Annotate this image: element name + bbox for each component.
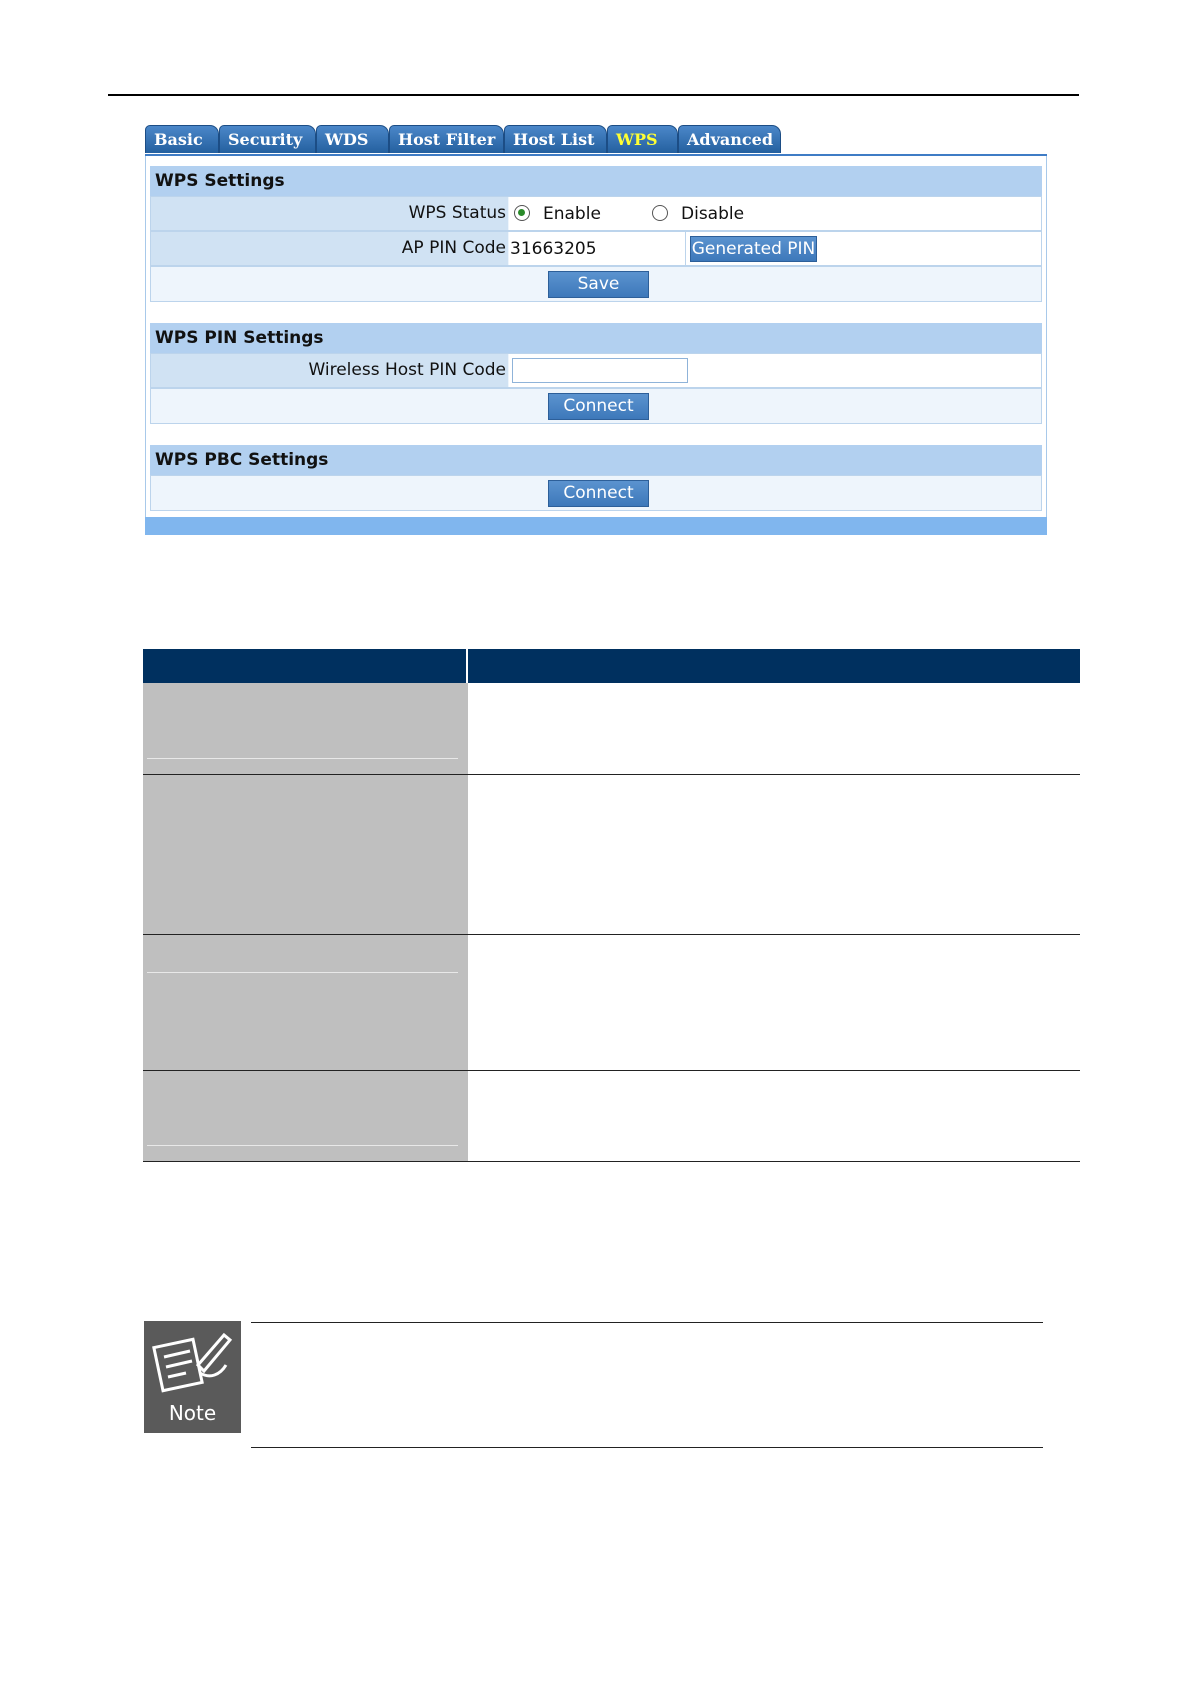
cell-subline xyxy=(147,972,458,973)
note-bottom-rule xyxy=(251,1447,1043,1448)
save-button[interactable]: Save xyxy=(548,271,649,298)
wps-settings-header: WPS Settings xyxy=(150,166,1042,196)
pbc-connect-row xyxy=(150,475,1042,511)
note-label: Note xyxy=(168,1401,217,1425)
ap-pin-value: 31663205 xyxy=(510,239,597,259)
table-row xyxy=(143,775,1080,935)
note-icon xyxy=(144,1321,241,1433)
pbc-connect-button[interactable]: Connect xyxy=(548,480,649,507)
panel-footer-bar xyxy=(145,517,1047,535)
tab-host-filter[interactable]: Host Filter xyxy=(389,125,504,153)
wps-status-row xyxy=(150,196,1042,231)
cell-subline xyxy=(147,758,458,759)
table-row-label-cell xyxy=(143,775,468,934)
wps-enable-label: Enable xyxy=(543,204,601,224)
description-table-header xyxy=(143,649,1080,683)
save-row xyxy=(150,266,1042,302)
tab-basic[interactable]: Basic xyxy=(145,125,219,153)
page-top-rule xyxy=(108,94,1079,96)
host-pin-value-cell xyxy=(509,354,1041,387)
ap-pin-value-cell xyxy=(509,232,1041,265)
wps-status-label: WPS Status xyxy=(151,197,508,230)
cell-subline xyxy=(147,1145,458,1146)
wps-pbc-settings-header: WPS PBC Settings xyxy=(150,445,1042,475)
ap-pin-row xyxy=(150,231,1042,266)
wps-disable-radio[interactable] xyxy=(652,205,668,221)
table-row xyxy=(143,935,1080,1071)
table-row-label-cell xyxy=(143,935,468,1070)
table-row-label-cell xyxy=(143,683,468,774)
note-pencil-icon xyxy=(144,1321,241,1401)
pin-connect-button[interactable]: Connect xyxy=(548,393,649,420)
table-row-label-cell xyxy=(143,1071,468,1161)
table-row xyxy=(143,1071,1080,1162)
wps-disable-label: Disable xyxy=(681,204,745,224)
tab-advanced[interactable]: Advanced xyxy=(678,125,781,153)
wps-status-value xyxy=(509,197,1041,230)
pin-connect-row xyxy=(150,388,1042,424)
cell-divider xyxy=(685,232,686,265)
wps-enable-radio[interactable] xyxy=(514,205,530,221)
host-pin-label: Wireless Host PIN Code xyxy=(151,354,508,387)
ap-pin-label: AP PIN Code xyxy=(151,232,508,265)
tab-security[interactable]: Security xyxy=(219,125,316,153)
host-pin-input[interactable] xyxy=(512,358,688,383)
tab-wps[interactable]: WPS xyxy=(607,125,678,153)
tab-host-list[interactable]: Host List xyxy=(504,125,607,153)
tab-wds[interactable]: WDS xyxy=(316,125,389,153)
note-top-rule xyxy=(251,1322,1043,1323)
generate-pin-button[interactable]: Generated PIN xyxy=(690,236,817,262)
host-pin-row xyxy=(150,353,1042,388)
header-divider xyxy=(466,649,468,683)
wps-pin-settings-header: WPS PIN Settings xyxy=(150,323,1042,353)
tab-bar xyxy=(145,125,1047,155)
table-row xyxy=(143,683,1080,775)
